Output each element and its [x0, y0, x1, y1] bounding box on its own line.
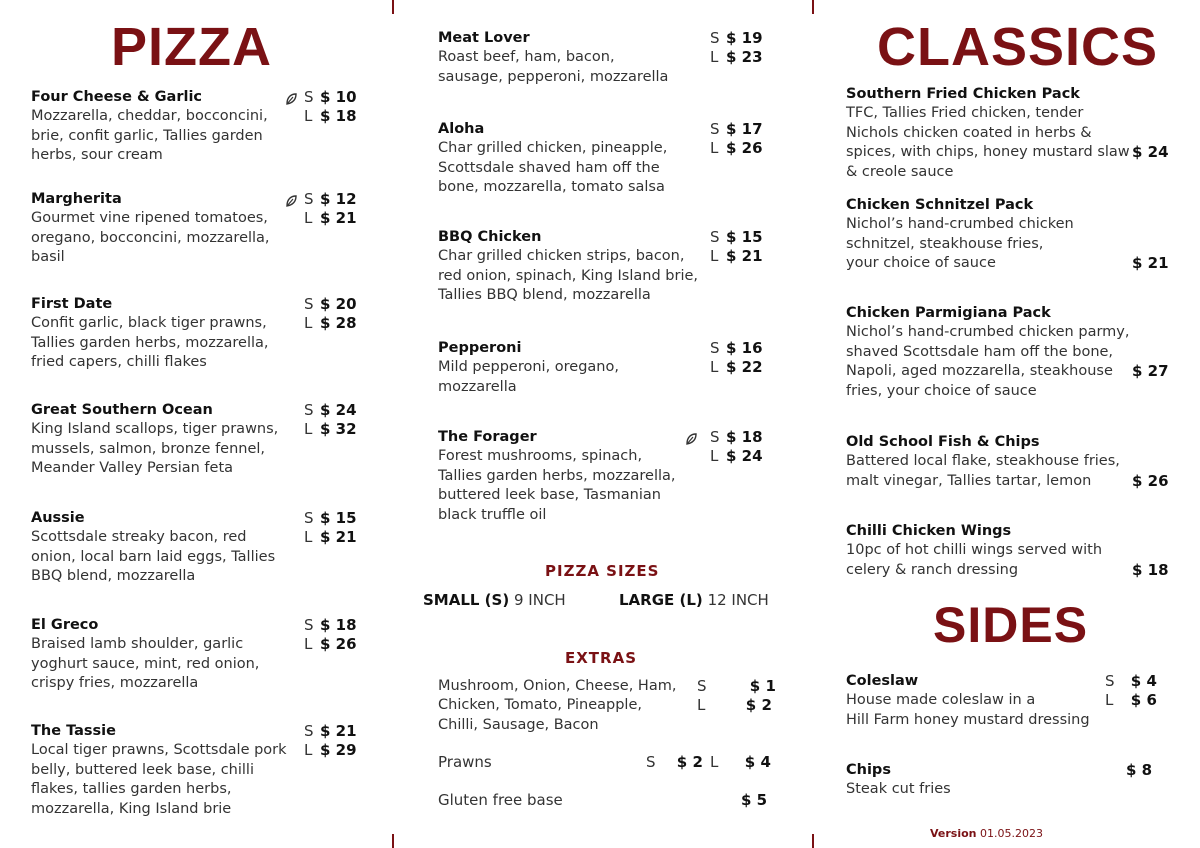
menu-item — [31, 616, 299, 694]
price-value: $ 15 — [320, 509, 357, 527]
price-value: $ 28 — [320, 314, 357, 333]
size-code-l: L — [304, 209, 313, 228]
size-code-s: S — [710, 120, 720, 138]
version-label: Version — [930, 827, 977, 840]
extras-prawns-label: Prawns — [438, 753, 492, 771]
side-coleslaw-price-l — [1105, 691, 1157, 710]
price-value: $ 1 — [749, 677, 776, 695]
menu-item-price-s — [304, 295, 357, 314]
classic-item — [846, 522, 1136, 580]
menu-item — [31, 190, 299, 268]
menu-item — [438, 120, 708, 198]
size-code-s: S — [710, 428, 720, 446]
price-value: $ 19 — [726, 29, 763, 47]
price-value: $ 18 — [726, 428, 763, 446]
price-value: $ 21 — [726, 247, 763, 266]
size-small-value: 9 INCH — [513, 591, 566, 609]
size-code-l: L — [697, 696, 706, 714]
menu-item-price-s — [710, 339, 763, 358]
menu-item — [438, 339, 708, 397]
classic-item-name: Chilli Chicken Wings — [846, 523, 1012, 539]
menu-item-name: The Forager — [438, 429, 537, 445]
leaf-icon — [684, 431, 698, 445]
menu-item-name: Aloha — [438, 121, 485, 137]
menu-item-price-l — [304, 420, 357, 439]
menu-item-price-s — [304, 509, 357, 528]
menu-item — [438, 29, 708, 87]
size-code-s: S — [304, 722, 314, 740]
extras-toppings-price-s — [697, 677, 776, 696]
size-code-s: S — [1105, 672, 1115, 690]
price-value: $ 4 — [744, 753, 771, 771]
fold-mark — [392, 0, 394, 14]
price-value: $ 8 — [1126, 761, 1153, 779]
price-value: $ 22 — [726, 358, 763, 377]
price-value: $ 24 — [320, 401, 357, 419]
menu-item-desc: Local tiger prawns, Scottsdale pork belly, buttered leek base, chilli flakes, tallies garden herbs, mozzarella, King Island brie — [31, 742, 287, 817]
classic-item — [846, 196, 1136, 274]
size-code-l: L — [304, 528, 313, 547]
size-code-s: S — [304, 190, 314, 208]
side-chips — [846, 761, 1106, 800]
menu-item-name: Great Southern Ocean — [31, 402, 213, 418]
menu-item-price-s — [710, 428, 763, 447]
side-coleslaw-price-s — [1105, 672, 1157, 691]
classic-item-desc: Battered local flake, steakhouse fries, malt vinegar, Tallies tartar, lemon — [846, 453, 1120, 489]
price-value: $ 6 — [1130, 691, 1157, 709]
price-value: $ 21 — [320, 209, 357, 228]
extras-gf-price — [741, 791, 767, 810]
price-value: $ 20 — [320, 295, 357, 313]
side-chips-desc: Steak cut fries — [846, 781, 951, 798]
price-value: $ 18 — [320, 107, 357, 126]
menu-item — [438, 228, 708, 306]
menu-item-desc: Confit garlic, black tiger prawns, Tallies garden herbs, mozzarella, fried capers, chilli flakes — [31, 315, 269, 371]
menu-item-price-s — [304, 616, 357, 635]
classic-item-desc: TFC, Tallies Fried chicken, tender Nichols chicken coated in herbs & spices, with chips, honey mustard slaw & creole sauce — [846, 105, 1130, 180]
size-code-s: S — [710, 29, 720, 47]
menu-item-price-l — [304, 635, 357, 654]
price-value: $ 29 — [320, 741, 357, 760]
size-code-l: L — [1105, 691, 1114, 709]
size-large-label: LARGE (L) — [619, 591, 703, 609]
fold-mark — [812, 834, 814, 848]
extras-toppings-price-l — [697, 696, 772, 715]
classic-item-desc: Nichol’s hand-crumbed chicken parmy, shaved Scottsdale ham off the bone, Napoli, aged mozzarella, steakhouse fries, your choice of sauce — [846, 324, 1130, 399]
size-code-s: S — [304, 401, 314, 419]
menu-item-desc: King Island scallops, tiger prawns, mussels, salmon, bronze fennel, Meander Valley Persian feta — [31, 421, 279, 477]
size-large-value: 12 INCH — [707, 591, 769, 609]
size-code-l: L — [710, 447, 719, 466]
size-code-l: L — [710, 247, 719, 266]
price-value: $ 17 — [726, 120, 763, 138]
extras-prawns-price-s — [646, 753, 703, 772]
price-value: $ 23 — [726, 48, 763, 67]
price-value: $ 21 — [320, 722, 357, 740]
price-value: $ 16 — [726, 339, 763, 357]
menu-item-price-s — [304, 88, 357, 107]
size-code-s: S — [710, 339, 720, 357]
menu-item — [31, 722, 299, 819]
size-code-s: S — [304, 616, 314, 634]
fold-mark — [812, 0, 814, 14]
price-value: $ 26 — [1132, 471, 1169, 490]
menu-item-desc: Scottsdale streaky bacon, red onion, local barn laid eggs, Tallies BBQ blend, mozzarella — [31, 529, 276, 585]
price-value: $ 27 — [1132, 362, 1169, 381]
menu-item-name: First Date — [31, 296, 113, 312]
size-code-s: S — [304, 295, 314, 313]
size-code-l: L — [710, 48, 719, 67]
size-code-s: S — [646, 753, 656, 771]
price-value: $ 5 — [741, 791, 768, 809]
extras-toppings — [438, 677, 698, 735]
price-value: $ 18 — [1132, 560, 1169, 579]
size-code-l: L — [710, 753, 719, 771]
menu-item-price-l — [710, 358, 763, 377]
menu-item — [31, 88, 299, 166]
classic-item-name: Southern Fried Chicken Pack — [846, 86, 1080, 102]
extras-gf-label: Gluten free base — [438, 791, 563, 809]
leaf-icon — [284, 91, 298, 105]
size-code-l: L — [304, 741, 313, 760]
price-value: $ 12 — [320, 190, 357, 208]
menu-item-name: The Tassie — [31, 723, 116, 739]
menu-item-desc: Gourmet vine ripened tomatoes, oregano, bocconcini, mozzarella, basil — [31, 210, 270, 266]
menu-item-desc: Char grilled chicken strips, bacon, red onion, spinach, King Island brie, Tallies BBQ blend, mozzarella — [438, 248, 699, 304]
size-code-l: L — [304, 420, 313, 439]
menu-item-desc: Roast beef, ham, bacon, sausage, pepperoni, mozzarella — [438, 49, 669, 85]
classic-item-price — [1132, 561, 1169, 580]
price-value: $ 15 — [726, 228, 763, 246]
classic-item-name: Chicken Parmigiana Pack — [846, 305, 1051, 321]
menu-item-price-s — [710, 29, 763, 48]
menu-item-price-s — [710, 120, 763, 139]
menu-item-desc: Char grilled chicken, pineapple, Scottsdale shaved ham off the bone, mozzarella, tomato salsa — [438, 140, 668, 196]
menu-item-price-l — [710, 48, 763, 67]
classic-item — [846, 433, 1136, 491]
extras-toppings-desc: Mushroom, Onion, Cheese, Ham, Chicken, Tomato, Pineapple, Chilli, Sausage, Bacon — [438, 678, 677, 733]
sides-heading: SIDES — [933, 597, 1089, 653]
menu-item-price-l — [304, 314, 357, 333]
version-date: 01.05.2023 — [980, 827, 1043, 840]
size-code-l: L — [304, 635, 313, 654]
menu-item-desc: Mild pepperoni, oregano, mozzarella — [438, 359, 619, 395]
classic-item-price — [1132, 472, 1169, 491]
side-coleslaw — [846, 672, 1106, 730]
price-value: $ 26 — [320, 635, 357, 654]
side-coleslaw-desc: House made coleslaw in a Hill Farm honey mustard dressing — [846, 692, 1090, 728]
size-code-s: S — [304, 509, 314, 527]
menu-item-price-l — [710, 447, 763, 466]
menu-item-name: Four Cheese & Garlic — [31, 89, 203, 105]
size-small — [423, 591, 566, 609]
menu-item-name: Meat Lover — [438, 30, 530, 46]
menu-item-name: BBQ Chicken — [438, 229, 542, 245]
menu-item-price-l — [304, 528, 357, 547]
menu-item-price-l — [304, 741, 357, 760]
menu-item — [31, 295, 299, 373]
pizza-sizes-heading: PIZZA SIZES — [545, 562, 660, 580]
size-code-l: L — [710, 139, 719, 158]
classic-item-price — [1132, 143, 1169, 162]
size-code-l: L — [304, 314, 313, 333]
side-coleslaw-name: Coleslaw — [846, 673, 919, 689]
size-small-label: SMALL (S) — [423, 591, 510, 609]
classics-heading: CLASSICS — [877, 17, 1159, 77]
menu-item-price-l — [304, 209, 357, 228]
menu-item-desc: Braised lamb shoulder, garlic yoghurt sauce, mint, red onion, crispy fries, mozzarella — [31, 636, 260, 692]
price-value: $ 2 — [676, 753, 703, 771]
leaf-icon — [284, 193, 298, 207]
classic-item — [846, 304, 1136, 401]
size-large — [619, 591, 769, 609]
price-value: $ 26 — [726, 139, 763, 158]
size-code-s: S — [710, 228, 720, 246]
price-value: $ 4 — [1130, 672, 1157, 690]
price-value: $ 21 — [1132, 254, 1169, 273]
menu-item-name: Aussie — [31, 510, 85, 526]
size-code-l: L — [710, 358, 719, 377]
side-chips-name: Chips — [846, 762, 891, 778]
price-value: $ 18 — [320, 616, 357, 634]
menu-item-name: Margherita — [31, 191, 122, 207]
menu-item — [31, 401, 299, 479]
classic-item-desc: 10pc of hot chilli wings served with celery & ranch dressing — [846, 542, 1103, 578]
menu-item-price-l — [710, 247, 763, 266]
extras-prawns-price-l — [710, 753, 771, 772]
pizza-heading: PIZZA — [111, 17, 272, 77]
menu-item-price-s — [304, 190, 357, 209]
menu-item-name: Pepperoni — [438, 340, 522, 356]
version-info — [930, 827, 1043, 840]
size-code-s: S — [697, 677, 707, 695]
price-value: $ 2 — [745, 696, 772, 714]
price-value: $ 10 — [320, 88, 357, 106]
price-value: $ 24 — [1132, 143, 1169, 162]
menu-item-price-s — [304, 401, 357, 420]
size-code-s: S — [304, 88, 314, 106]
classic-item-desc: Nichol’s hand-crumbed chicken schnitzel, steakhouse fries, your choice of sauce — [846, 216, 1074, 272]
fold-mark — [392, 834, 394, 848]
menu-item — [31, 509, 299, 587]
menu-item-price-s — [710, 228, 763, 247]
menu-item-price-l — [304, 107, 357, 126]
menu-item-price-l — [710, 139, 763, 158]
classic-item-name: Old School Fish & Chips — [846, 434, 1040, 450]
classic-item-price — [1132, 362, 1169, 381]
price-value: $ 21 — [320, 528, 357, 547]
menu-item-desc: Forest mushrooms, spinach, Tallies garden herbs, mozzarella, buttered leek base, Tasmanian black truffle oil — [438, 448, 676, 523]
classic-item-price — [1132, 254, 1169, 273]
price-value: $ 24 — [726, 447, 763, 466]
classic-item — [846, 85, 1136, 182]
menu-item-price-s — [304, 722, 357, 741]
menu-item — [438, 428, 708, 525]
classic-item-name: Chicken Schnitzel Pack — [846, 197, 1034, 213]
price-value: $ 32 — [320, 420, 357, 439]
side-chips-price — [1126, 761, 1152, 780]
extras-heading: EXTRAS — [565, 649, 638, 667]
menu-item-name: El Greco — [31, 617, 99, 633]
size-code-l: L — [304, 107, 313, 126]
menu-item-desc: Mozzarella, cheddar, bocconcini, brie, confit garlic, Tallies garden herbs, sour cream — [31, 108, 268, 164]
